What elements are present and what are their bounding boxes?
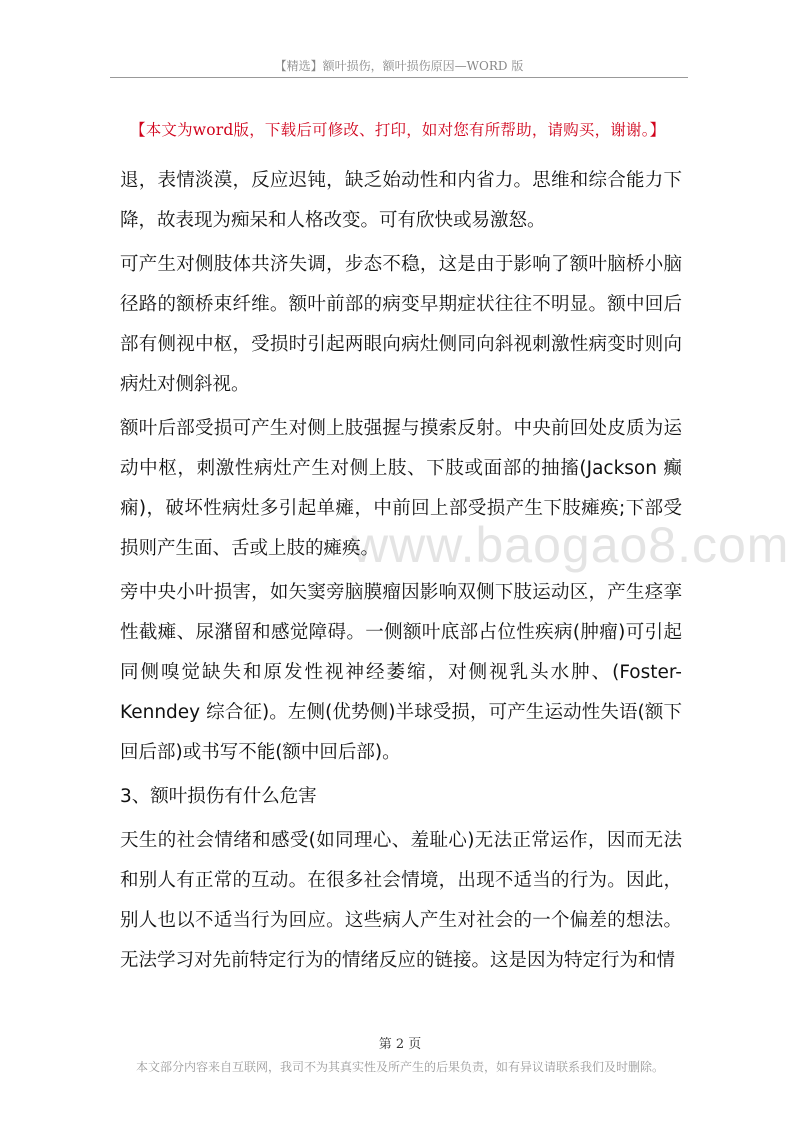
page-number: 第 2 页: [378, 1037, 422, 1052]
purchase-notice: 【本文为word版，下载后可修改、打印，如对您有所帮助，请购买，谢谢。】: [130, 121, 666, 139]
document-body: [120, 161, 682, 985]
paragraph: 额叶后部受损可产生对侧上肢强握与摸索反射。中央前回处皮质为运动中枢，刺激性病灶产生对侧上肢、下肢或面部的抽搐(Jackson 癫痫)，破坏性病灶多引起单瘫，中前回上部受损产生下肢瘫痪;下部受损则产生面、舌或上肢的瘫痪。: [120, 418, 682, 559]
paragraph: 天生的社会情绪和感受(如同理心、羞耻心)无法正常运作，因而无法和别人有正常的互动。在很多社会情境，出现不适当的行为。因此，别人也以不适当行为回应。这些病人产生对社会的一个偏差的想法。无法学习对先前特定行为的情绪反应的链接。这是因为特定行为和情: [120, 830, 682, 971]
paragraph: 旁中央小叶损害，如矢窦旁脑膜瘤因影响双侧下肢运动区，产生痉挛性截瘫、尿潴留和感觉障碍。一侧额叶底部占位性疾病(肿瘤)可引起同侧嗅觉缺失和原发性视神经萎缩，对侧视乳头水肿、(Foster-Kenndey 综合征)。左侧(优势侧)半球受损，可产生运动性失语(额下回后部)或书写不能(额中回后部)。: [120, 582, 682, 763]
page-header: 【精选】额叶损伤，额叶损伤原因—WORD 版: [274, 59, 524, 73]
page-footer: 本文部分内容来自互联网，我司不为其真实性及所产生的后果负责，如有异议请联系我们及时删除。: [135, 1060, 664, 1074]
paragraph: 可产生对侧肢体共济失调，步态不稳，这是由于影响了额叶脑桥小脑径路的额桥束纤维。额叶前部的病变早期症状往往不明显。额中回后部有侧视中枢，受损时引起两眼向病灶侧同向斜视刺激性病变时则向病灶对侧斜视。: [120, 254, 682, 395]
header-divider: [110, 77, 688, 78]
paragraph: 退，表情淡漠，反应迟钝，缺乏始动性和内省力。思维和综合能力下降，故表现为痴呆和人格改变。可有欣快或易激怒。: [120, 170, 682, 231]
watermark-text: www.baogao8.com: [352, 517, 790, 573]
section-heading: 3、额叶损伤有什么危害: [120, 786, 317, 807]
